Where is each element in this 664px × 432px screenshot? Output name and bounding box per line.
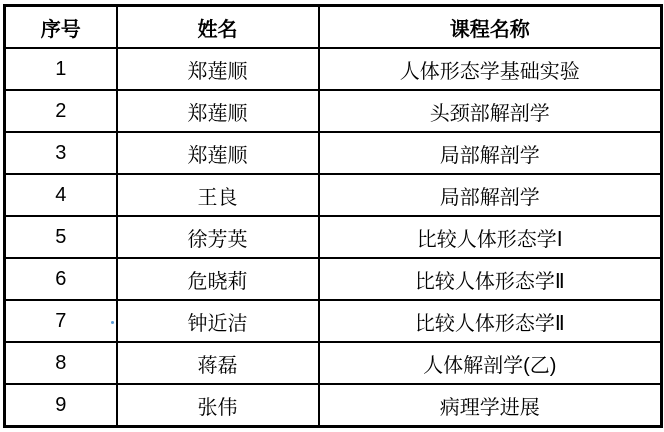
- cell-no: 7: [5, 300, 117, 342]
- table-row: [5, 90, 662, 132]
- cell-name: 危晓莉: [117, 258, 319, 300]
- table-row: [5, 48, 662, 90]
- cell-course: 人体形态学基础实验: [319, 48, 662, 90]
- table-row: [5, 258, 662, 300]
- stray-cursor-dot: [111, 321, 114, 324]
- cell-course: 病理学进展: [319, 384, 662, 427]
- cell-course: 比较人体形态学Ⅱ: [319, 300, 662, 342]
- cell-course: 头颈部解剖学: [319, 90, 662, 132]
- cell-name: 蒋磊: [117, 342, 319, 384]
- cell-no: 2: [5, 90, 117, 132]
- table-row: [5, 300, 662, 342]
- cell-name: 王良: [117, 174, 319, 216]
- cell-name: 郑莲顺: [117, 132, 319, 174]
- header-row: [5, 6, 662, 49]
- cell-no: 9: [5, 384, 117, 427]
- cell-no: 1: [5, 48, 117, 90]
- cell-course: 比较人体形态学Ⅰ: [319, 216, 662, 258]
- table-row: [5, 174, 662, 216]
- cell-no: 8: [5, 342, 117, 384]
- cell-no: 4: [5, 174, 117, 216]
- cell-course: 比较人体形态学Ⅱ: [319, 258, 662, 300]
- cell-no: 3: [5, 132, 117, 174]
- table-row: [5, 216, 662, 258]
- course-table: [3, 4, 663, 428]
- cell-course: 局部解剖学: [319, 132, 662, 174]
- cell-name: 徐芳英: [117, 216, 319, 258]
- cell-course: 人体解剖学(乙): [319, 342, 662, 384]
- cell-name: 郑莲顺: [117, 48, 319, 90]
- table-row: [5, 384, 662, 427]
- column-header-name: 姓名: [117, 6, 319, 49]
- cell-no: 6: [5, 258, 117, 300]
- cell-course: 局部解剖学: [319, 174, 662, 216]
- cell-no: 5: [5, 216, 117, 258]
- column-header-no: 序号: [5, 6, 117, 49]
- table-row: [5, 342, 662, 384]
- course-table-container: [3, 4, 663, 428]
- column-header-course: 课程名称: [319, 6, 662, 49]
- cell-name: 钟近洁: [117, 300, 319, 342]
- cell-name: 张伟: [117, 384, 319, 427]
- cell-name: 郑莲顺: [117, 90, 319, 132]
- table-row: [5, 132, 662, 174]
